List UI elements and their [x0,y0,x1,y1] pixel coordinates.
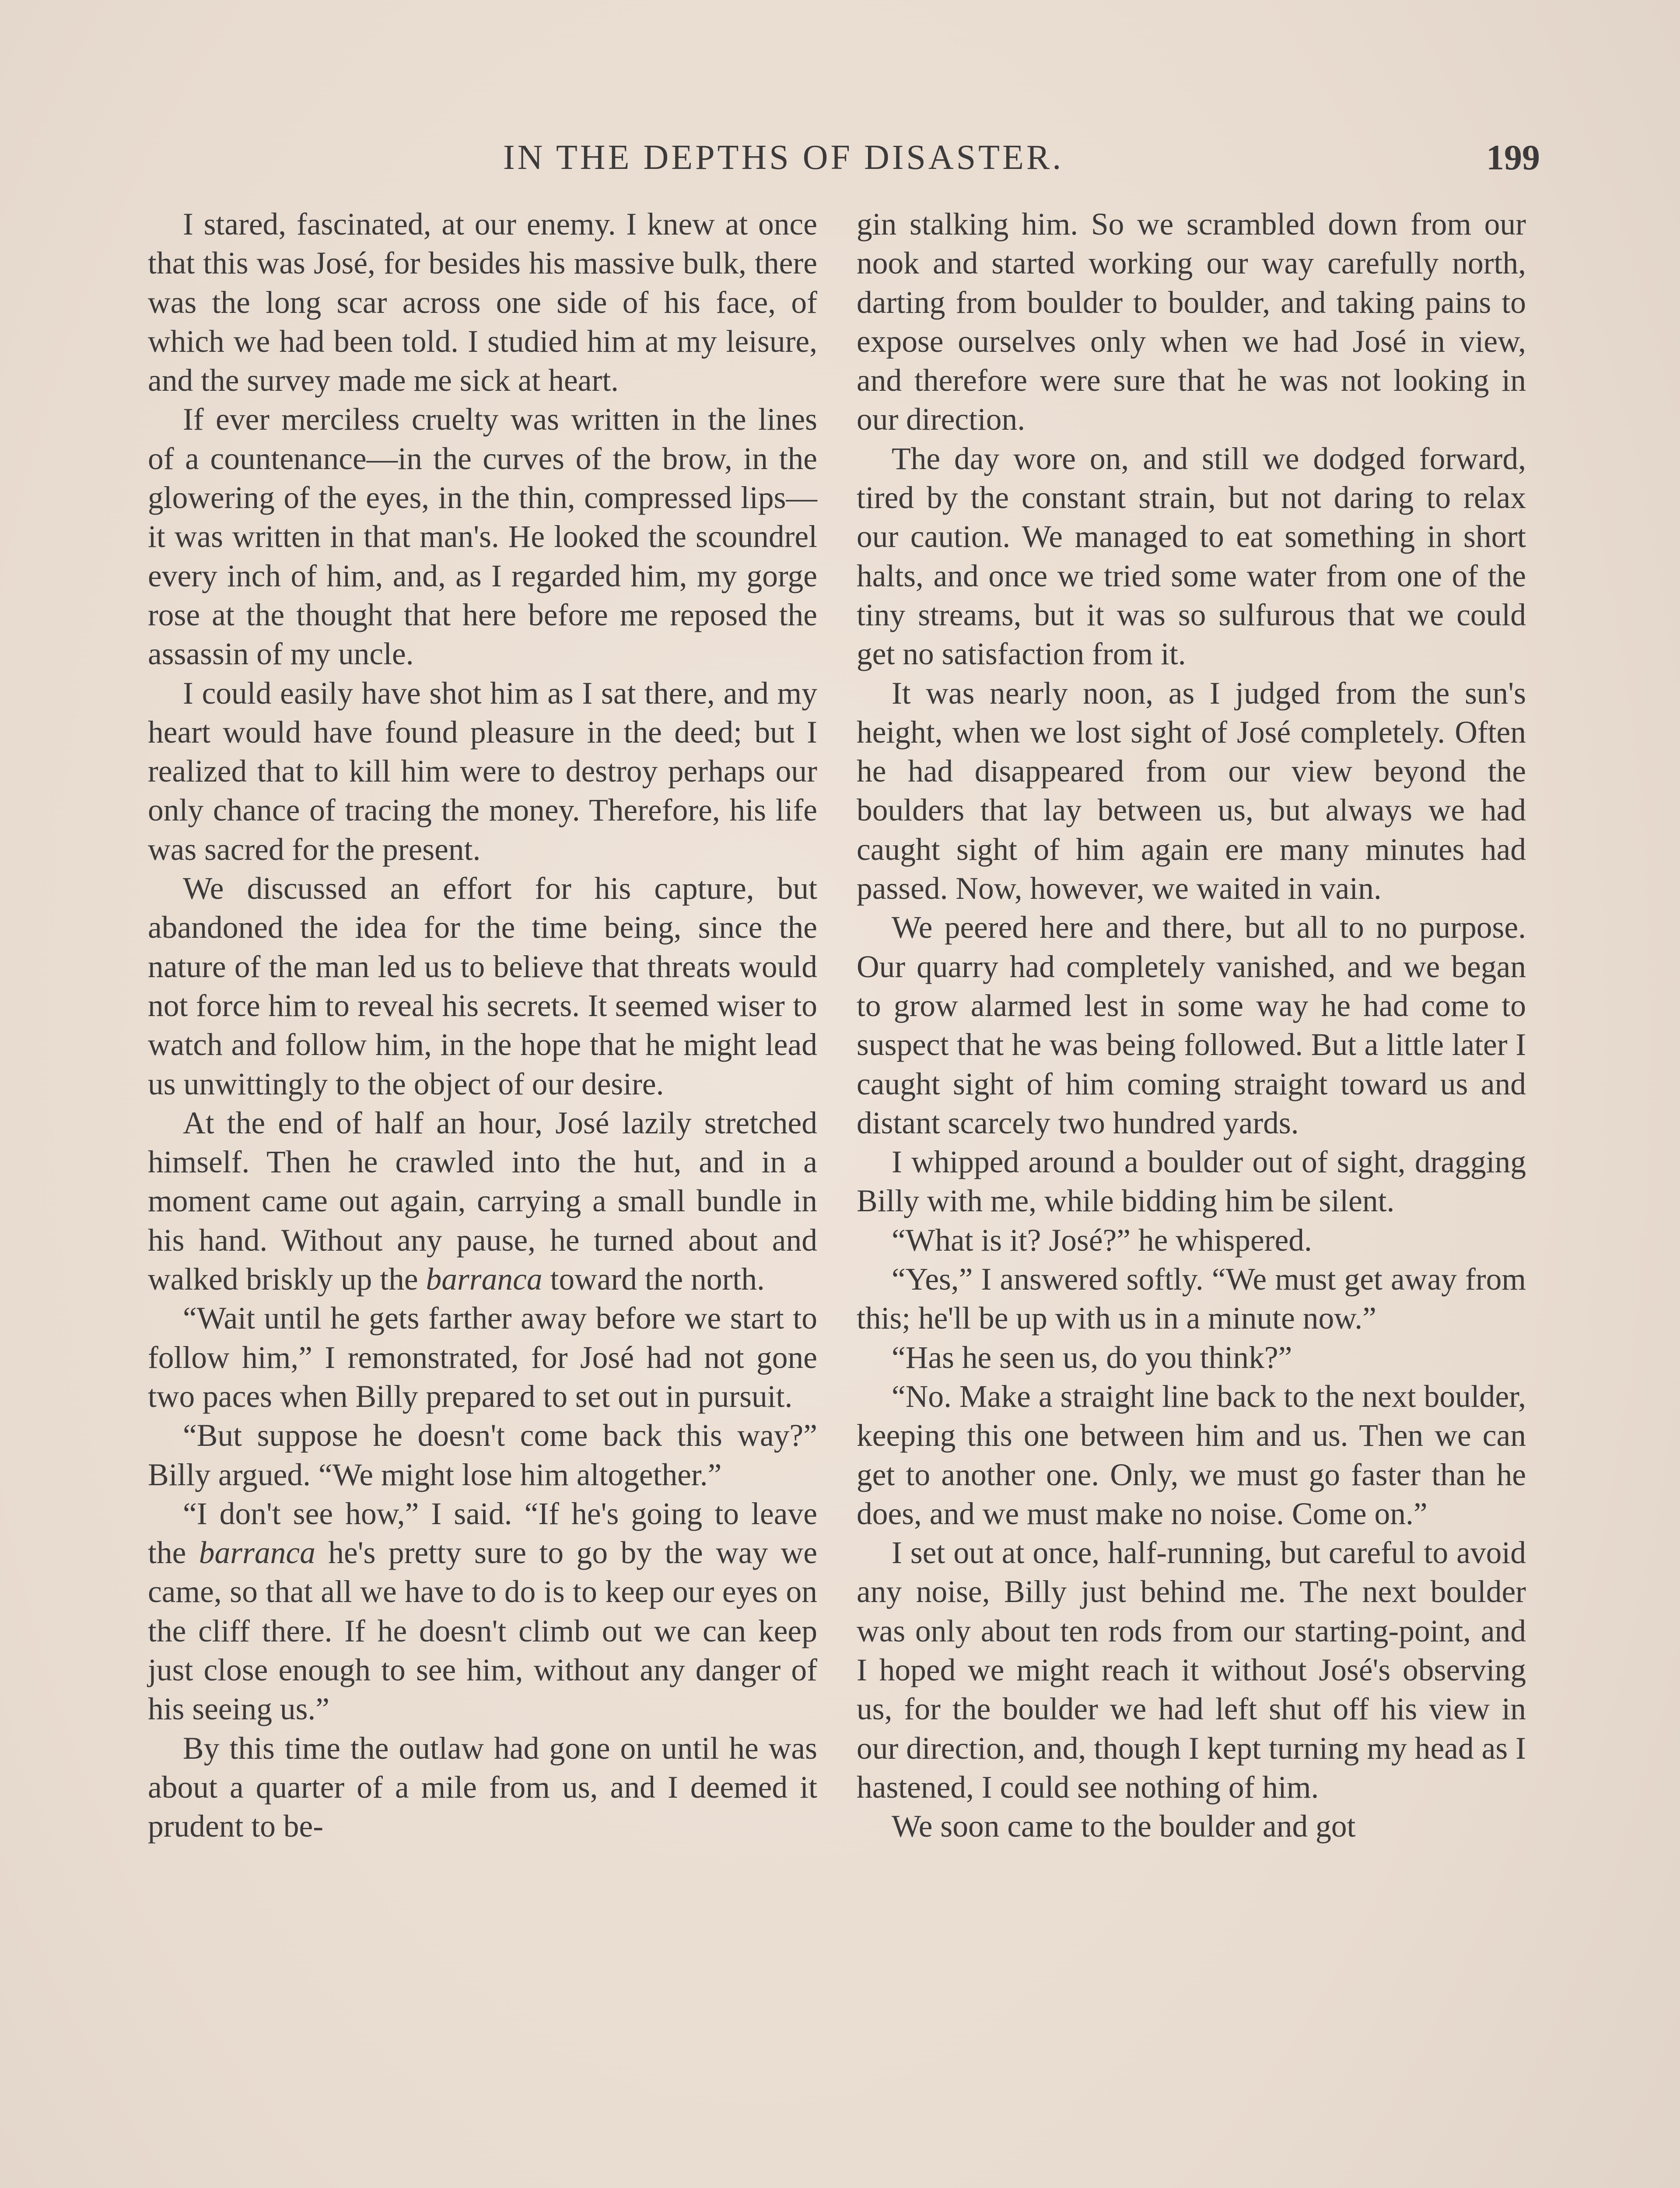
paragraph: I could easily have shot him as I sat there, and my heart would have found pleasure in the deed; but I realized that to kill him were to destroy perhaps our only chance of tracing the money. Therefore, his life was sacred for the present. [148,676,817,867]
paragraph: We discussed an effort for his capture, but abandoned the idea for the time being, since the nature of the man led us to believe that threats would not force him to reveal his secrets. It seemed wiser to watch and follow him, in the hope that he might lead us unwittingly to the object of our desire. [148,871,817,1101]
paragraph: “Yes,” I answered softly. “We must get away from this; he'll be up with us in a minute now.” [857,1262,1526,1336]
italic-word: barranca [199,1536,315,1571]
text-run: At the end of half an hour, José lazily stretched himself. Then he crawled into the hut, and in a moment came out again, carrying a small bundle in his hand. Without any pause, he turned about and walked briskly up the [148,1105,817,1297]
running-head: IN THE DEPTHS OF DISASTER. [503,138,1064,177]
italic-word: barranca [426,1262,542,1297]
paragraph: The day wore on, and still we dodged forward, tired by the constant strain, but not daring to relax our caution. We managed to eat something in short halts, and once we tried some water from one of the tiny streams, but it was so sulfurous that we could get no satisfaction from it. [857,441,1526,672]
paragraph: “No. Make a straight line back to the next boulder, keeping this one between him and us. Then we can get to another one. Only, we must go faster than he does, and we must make no noise. Come on.” [857,1379,1526,1531]
paragraph: It was nearly noon, as I judged from the sun's height, when we lost sight of José completely. Often he had disappeared from our view beyond the boulders that lay between us, but always we had caught sight of him again ere many minutes had passed. Now, however, we waited in vain. [857,676,1526,906]
paragraph: We peered here and there, but all to no purpose. Our quarry had completely vanished, and we began to grow alarmed lest in some way he had come to suspect that he was being followed. But a little later I caught sight of him coming straight toward us and distant scarcely two hundred yards. [857,910,1526,1140]
text-run: he's pretty sure to go by the way we came, so that all we have to do is to keep our eyes on the cliff there. If he doesn't climb out we can keep just close enough to see him, without any danger of his seeing us.” [148,1536,817,1727]
paragraph: By this time the outlaw had gone on until he was about a quarter of a mile from us, and I deemed it prudent to be- [148,1731,817,1844]
paragraph: If ever merciless cruelty was written in the lines of a countenance—in the curves of the brow, in the glowering of the eyes, in the thin, compressed lips—it was written in that man's. He looked the scoundrel every inch of him, and, as I regarded him, my gorge rose at the thought that here before me reposed the assassin of my uncle. [148,402,817,672]
left-column [148,205,817,1846]
paragraph: I whipped around a boulder out of sight, dragging Billy with me, while bidding him be silent. [857,1145,1526,1219]
text-run: “I don't see how,” I said. “If he's going to leave the [148,1496,817,1571]
paragraph: I stared, fascinated, at our enemy. I knew at once that this was José, for besides his massive bulk, there was the long scar across one side of his face, of which we had been told. I studied him at my leisure, and the survey made me sick at heart. [148,207,817,398]
paragraph: “But suppose he doesn't come back this way?” Billy argued. “We might lose him altogether.” [148,1418,817,1492]
paragraph: “Has he seen us, do you think?” [892,1340,1292,1375]
paragraph: I set out at once, half-running, but careful to avoid any noise, Billy just behind me. The next boulder was only about ten rods from our starting-point, and I hoped we might reach it without José's observing us, for the boulder we had left shut off his view in our direction, and, though I kept turning my head as I hastened, I could see nothing of him. [857,1536,1526,1805]
paragraph [148,1104,817,1299]
paragraph: We soon came to the boulder and got [892,1809,1356,1844]
paragraph [148,1494,817,1729]
text-run: toward the north. [542,1262,765,1297]
right-column [857,205,1526,1846]
page-number: 199 [1486,137,1540,177]
page-header [149,131,1540,184]
paragraph: “Wait until he gets farther away before we start to follow him,” I remonstrated, for José had not gone two paces when Billy prepared to set out in pursuit. [148,1301,817,1414]
paragraph: gin stalking him. So we scrambled down from our nook and started working our way carefully north, darting from boulder to boulder, and taking pains to expose ourselves only when we had José in view, and therefore were sure that he was not looking in our direction. [857,207,1526,437]
paragraph: “What is it? José?” he whispered. [892,1223,1312,1258]
